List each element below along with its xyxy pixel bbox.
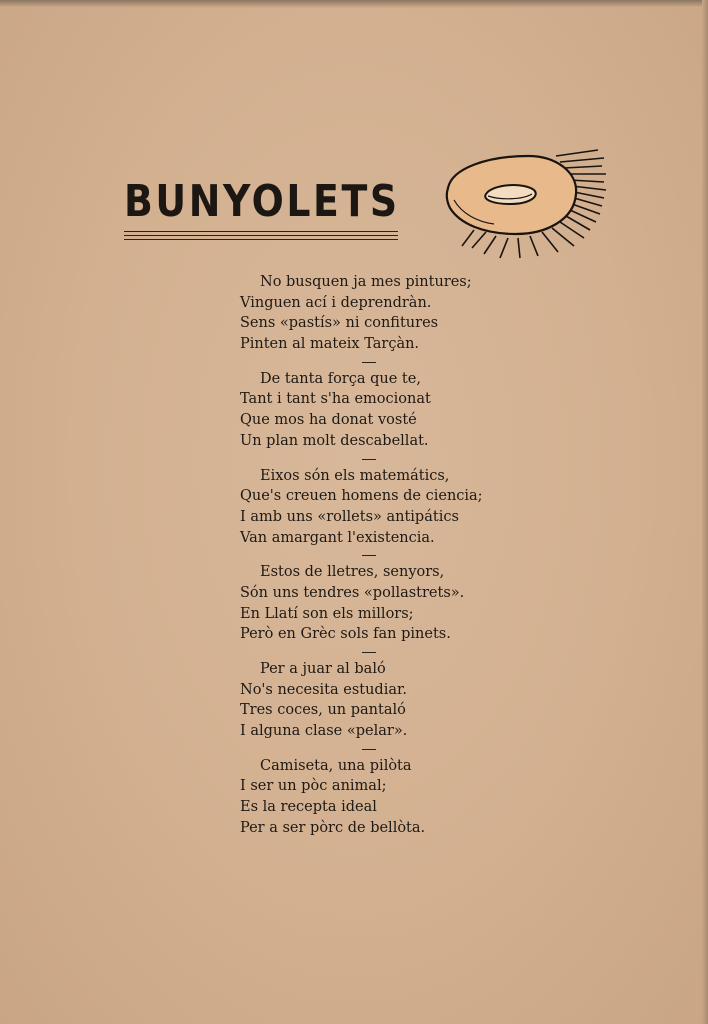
verse-line: Que's creuen homens de ciencia;	[240, 488, 483, 505]
stanza	[240, 756, 540, 839]
stanza	[240, 466, 540, 549]
verse-line: Un plan molt descabellat.	[240, 432, 429, 449]
verse-line: Van amargant l'existencia.	[240, 529, 435, 546]
stanza	[240, 369, 540, 452]
verse-line: Camiseta, una pilòta	[260, 757, 412, 774]
paper-right-edge	[702, 0, 708, 1024]
verse-line: Per a ser pòrc de bellòta.	[240, 819, 426, 836]
stanza-divider	[362, 652, 376, 653]
page-title: BUNYOLETS	[124, 176, 400, 227]
verse-line: Estos de lletres, senyors,	[260, 564, 445, 581]
verse-line: Eixos són els matemátics,	[260, 467, 450, 484]
stanza	[240, 659, 540, 742]
pastry-hole	[485, 185, 536, 204]
verse-line: No busquen ja mes pintures;	[260, 274, 472, 290]
verse-line: En Llatí son els millors;	[240, 605, 414, 622]
verse-line: Vinguen ací i deprendràn.	[240, 294, 432, 311]
verse-line: Tres coces, un pantaló	[240, 702, 406, 719]
title-underline	[124, 231, 398, 232]
stanza-divider	[362, 459, 376, 460]
verse-line: Pinten al mateix Tarçàn.	[240, 336, 420, 353]
bunyol-pastry-icon	[438, 138, 608, 268]
paper-top-edge	[0, 0, 708, 8]
verse-line: Es la recepta ideal	[240, 799, 377, 816]
verse-line: De tanta força que te,	[260, 370, 421, 387]
verse-line: Sens «pastís» ni confitures	[240, 315, 439, 332]
poem	[240, 272, 540, 839]
verse-line: I amb uns «rollets» antipátics	[240, 508, 459, 525]
verse-line: Però en Grèc sols fan pinets.	[240, 626, 451, 643]
verse-line: Tant i tant s'ha emocionat	[240, 391, 431, 408]
verse-line: I alguna clase «pelar».	[240, 723, 408, 740]
stanza-divider	[362, 555, 376, 556]
stanza-divider	[362, 749, 376, 750]
verse-line: Per a juar al baló	[260, 661, 386, 677]
stanza	[240, 272, 540, 355]
verse-line: Són uns tendres «pollastrets».	[240, 584, 465, 601]
verse-line: I ser un pòc animal;	[240, 778, 387, 795]
verse-line: No's necesita estudiar.	[240, 681, 407, 698]
title-underline	[124, 239, 398, 240]
verse-line: Que mos ha donat vosté	[240, 412, 417, 429]
stanza	[240, 562, 540, 645]
stanza-divider	[362, 362, 376, 363]
title-underline	[124, 235, 398, 236]
